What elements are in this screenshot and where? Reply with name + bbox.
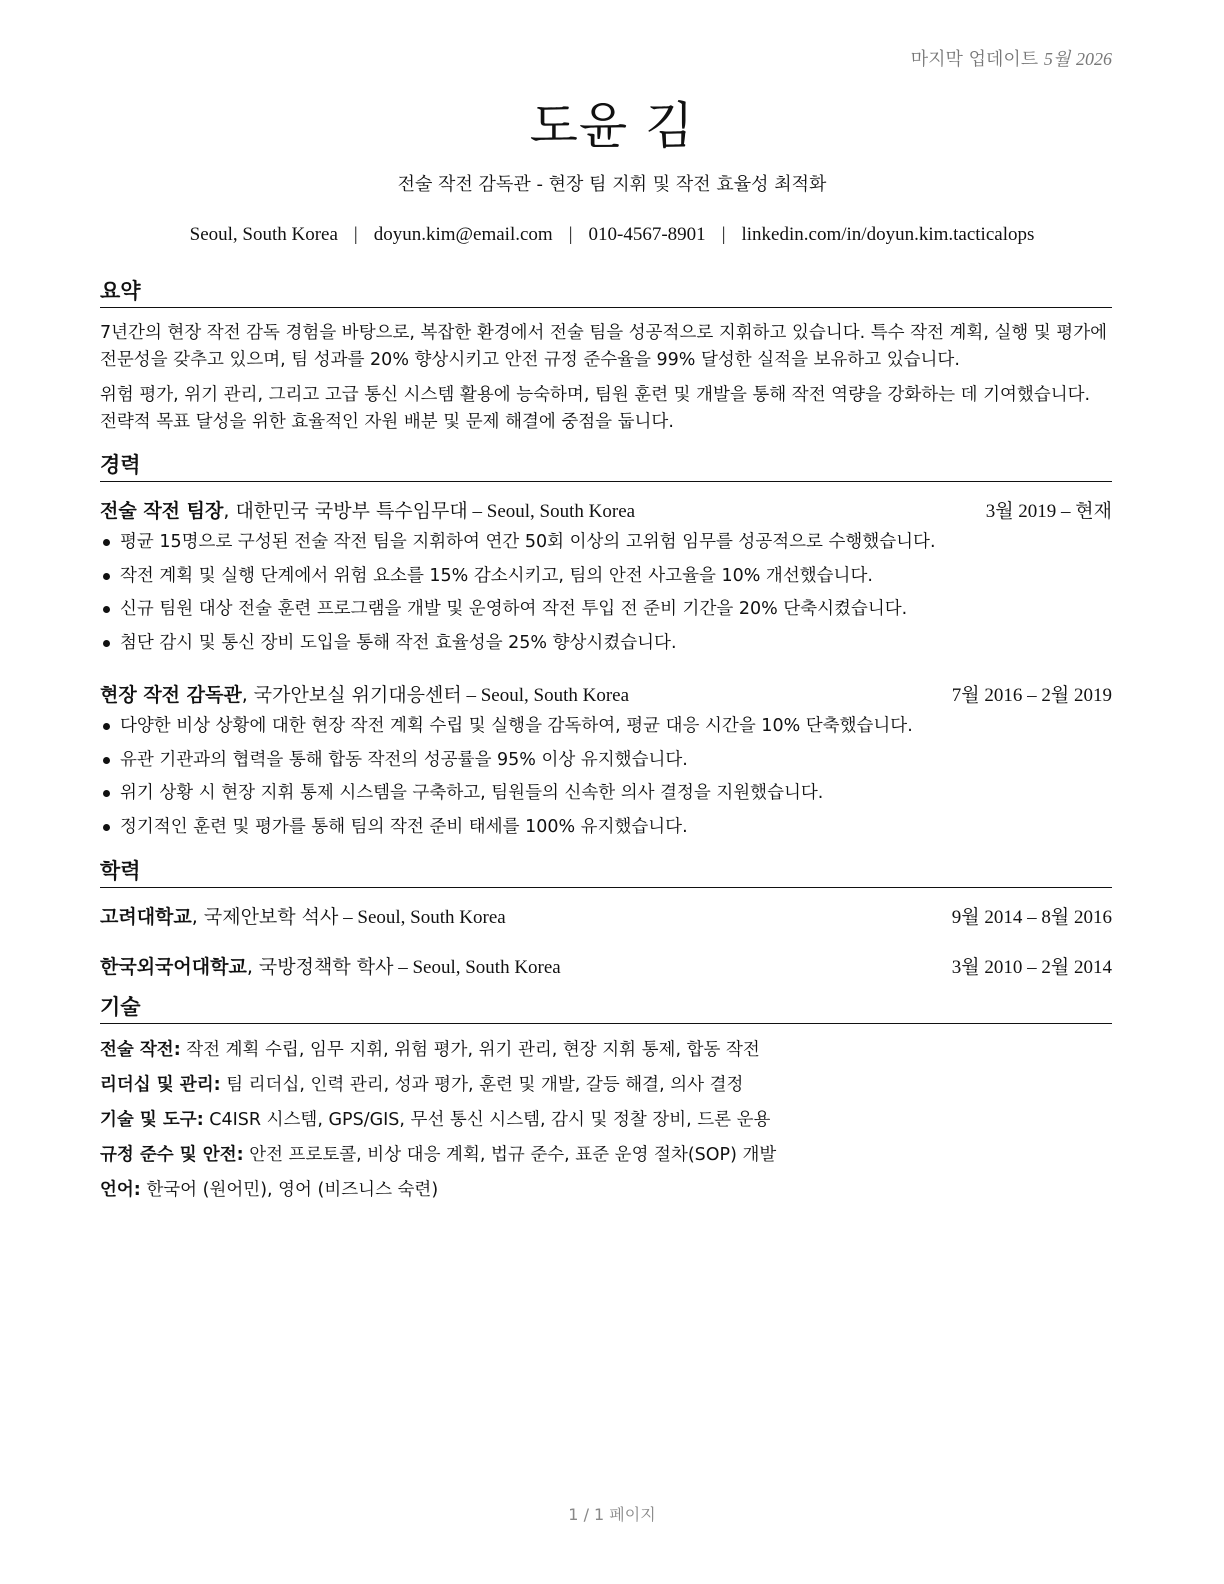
job-bullet: 유관 기관과의 협력을 통해 합동 작전의 성공률을 95% 이상 유지했습니다.: [100, 744, 1112, 778]
education-degree: , 국제안보학 석사: [191, 906, 339, 928]
job-bullet: 첨단 감시 및 통신 장비 도입을 통해 작전 효율성을 25% 향상시켰습니다.: [100, 627, 1112, 661]
last-updated: [911, 45, 1112, 71]
job-dates: 7월 2016 – 2월 2019: [951, 685, 1112, 706]
section-title-experience: 경력: [100, 449, 1112, 482]
contact-location: Seoul, South Korea: [189, 224, 338, 245]
skill-value: 작전 계획 수립, 임무 지휘, 위험 평가, 위기 관리, 현장 지휘 통제, 합동 작전: [180, 1040, 760, 1060]
summary-paragraph: 7년간의 현장 작전 감독 경험을 바탕으로, 복잡한 환경에서 전술 팀을 성공적으로 지휘하고 있습니다. 특수 작전 계획, 실행 및 평가에 전문성을 갖추고 있으며, 팀 성과를 20% 향상시키고 안전 규정 준수율을 99% 달성한 실적을 보유하고 있습니다.: [100, 323, 1108, 370]
education-school: 고려대학교: [100, 906, 192, 928]
job-bullets: [100, 710, 1112, 844]
skill-value: 안전 프로토콜, 비상 대응 계획, 법규 준수, 표준 운영 절차(SOP) 개발: [243, 1145, 777, 1165]
contact-email[interactable]: doyun.kim@email.com: [373, 224, 553, 245]
education-school: 한국외국어대학교: [100, 956, 247, 978]
skill-value: 팀 리더십, 인력 관리, 성과 평가, 훈련 및 개발, 갈등 해결, 의사 결정: [220, 1075, 744, 1095]
job-header: [100, 496, 1112, 522]
skill-row: [100, 1033, 1112, 1068]
skill-label: 규정 준수 및 안전:: [100, 1145, 244, 1165]
job-header: [100, 680, 1112, 706]
page-indicator: 1 / 1 페이지: [568, 1505, 656, 1524]
skill-label: 기술 및 도구:: [100, 1110, 204, 1130]
job-dates: 3월 2019 – 현재: [985, 501, 1112, 522]
education-location: – Seoul, South Korea: [393, 957, 561, 978]
job-org: , 국가안보실 위기대응센터: [241, 684, 462, 706]
education-degree: , 국방정책학 학사: [246, 956, 394, 978]
job-entry: [100, 496, 1112, 660]
job-bullet: 작전 계획 및 실행 단계에서 위험 요소를 15% 감소시키고, 팀의 안전 사고율을 10% 개선했습니다.: [100, 560, 1112, 594]
experience-section: [100, 449, 1112, 844]
job-bullet: 신규 팀원 대상 전술 훈련 프로그램을 개발 및 운영하여 작전 투입 전 준비 기간을 20% 단축시켰습니다.: [100, 593, 1112, 627]
skill-row: [100, 1173, 1112, 1208]
skill-value: C4ISR 시스템, GPS/GIS, 무선 통신 시스템, 감시 및 정찰 장비, 드론 운용: [203, 1110, 771, 1130]
skill-label: 언어:: [100, 1180, 141, 1200]
job-role: 현장 작전 감독관: [100, 684, 242, 706]
education-dates: 9월 2014 – 8월 2016: [951, 907, 1112, 928]
job-entry: [100, 680, 1112, 844]
summary-paragraph: 위험 평가, 위기 관리, 그리고 고급 통신 시스템 활용에 능숙하며, 팀원 훈련 및 개발을 통해 작전 역량을 강화하는 데 기여했습니다. 전략적 목표 달성을 위한 효율적인 자원 배분 및 문제 해결에 중점을 둡니다.: [100, 385, 1091, 432]
section-title-summary: 요약: [100, 275, 1112, 308]
job-bullet: 다양한 비상 상황에 대한 현장 작전 계획 수립 및 실행을 감독하여, 평균 대응 시간을 10% 단축했습니다.: [100, 710, 1112, 744]
education-section: [100, 855, 1112, 1004]
contact-linkedin[interactable]: linkedin.com/in/doyun.kim.tacticalops: [741, 224, 1035, 245]
job-bullets: [100, 526, 1112, 660]
skill-label: 리더십 및 관리:: [100, 1075, 221, 1095]
last-updated-month: 5월: [1043, 49, 1071, 69]
job-bullet: 위기 상황 시 현장 지휘 통제 시스템을 구축하고, 팀원들의 신속한 의사 결정을 지원했습니다.: [100, 777, 1112, 811]
section-title-education: 학력: [100, 855, 1112, 888]
contact-separator: |: [568, 224, 573, 245]
contact-phone: 010-4567-8901: [588, 224, 706, 245]
education-entry: [100, 904, 1112, 954]
job-location: – Seoul, South Korea: [461, 685, 630, 706]
job-org: , 대한민국 국방부 특수임무대: [223, 500, 468, 522]
skill-label: 전술 작전:: [100, 1040, 181, 1060]
job-location: – Seoul, South Korea: [467, 501, 636, 522]
last-updated-year: 2026: [1076, 49, 1112, 69]
section-title-skills: 기술: [100, 991, 1112, 1024]
contact-line: [0, 224, 1224, 246]
contact-separator: |: [721, 224, 726, 245]
job-bullet: 정기적인 훈련 및 평가를 통해 팀의 작전 준비 태세를 100% 유지했습니다.: [100, 811, 1112, 845]
skill-row: [100, 1103, 1112, 1138]
skill-row: [100, 1068, 1112, 1103]
job-role: 전술 작전 팀장: [100, 500, 224, 522]
summary-section: [100, 275, 1112, 444]
candidate-name: 도윤 김: [529, 97, 695, 155]
skill-row: [100, 1138, 1112, 1173]
job-bullet: 평균 15명으로 구성된 전술 작전 팀을 지휘하여 연간 50회 이상의 고위험 임무를 성공적으로 수행했습니다.: [100, 526, 1112, 560]
contact-separator: |: [353, 224, 358, 245]
skills-section: [100, 991, 1112, 1208]
education-dates: 3월 2010 – 2월 2014: [951, 957, 1112, 978]
last-updated-label: 마지막 업데이트: [910, 49, 1039, 70]
candidate-tagline: 전술 작전 감독관 - 현장 팀 지휘 및 작전 효율성 최적화: [397, 174, 827, 195]
skill-value: 한국어 (원어민), 영어 (비즈니스 숙련): [140, 1180, 439, 1200]
education-location: – Seoul, South Korea: [338, 907, 506, 928]
